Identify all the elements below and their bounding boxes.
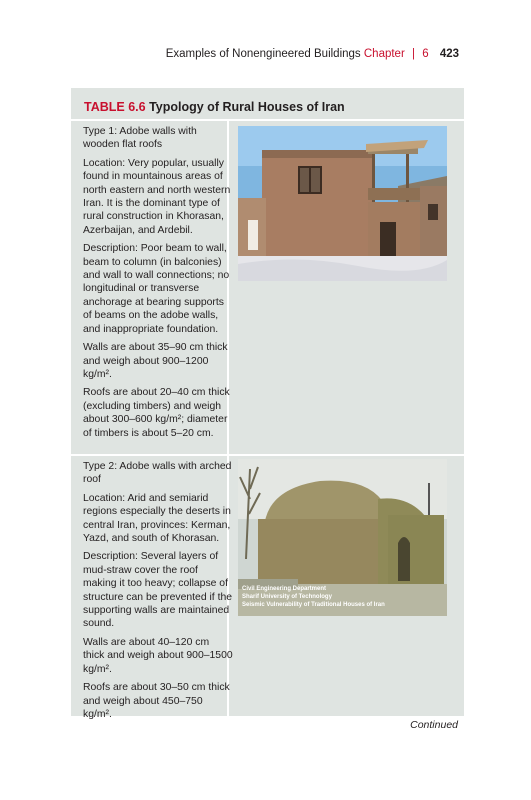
- row1-type: Type 1: Adobe walls with wooden flat roofs: [83, 126, 197, 151]
- table-caption: [84, 100, 345, 114]
- row1-roofs: Roofs are about 20–40 cm thick (excluding timbers) and weigh about 300–600 kg/m²; diameter of timbers is about 5–20 cm.: [83, 387, 230, 439]
- row2-walls: Walls are about 40–120 cm thick and weigh about 900–1500 kg/m².: [83, 636, 233, 675]
- photo-credit-line-3: Seismic Vulnerability of Traditional Houses of Iran: [242, 602, 385, 608]
- page-number: 423: [439, 48, 459, 60]
- row1-description: [83, 125, 233, 445]
- table-label: TABLE 6.6: [84, 100, 146, 114]
- running-head: [166, 48, 459, 60]
- table-title: Typology of Rural Houses of Iran: [149, 100, 345, 114]
- row2-description: [83, 460, 233, 726]
- chapter-number: 6: [422, 48, 429, 60]
- row1-location: Location: Very popular, usually found in mountainous areas of north eastern and north western Iran. It is the dominant type of rural construction in Khorasan, Azerbaijan, and Ardebil.: [83, 157, 231, 236]
- adobe-arched-roof-house-photo: [238, 459, 447, 616]
- row2-location: Location: Arid and semiarid regions especially the deserts in central Iran, provinces: Kerman, Yazd, and south of Khorasan.: [83, 492, 231, 545]
- photo-credit-line-1: Civil Engineering Department: [242, 586, 327, 592]
- running-head-separator: |: [412, 48, 415, 60]
- running-head-title: Examples of Nonengineered Buildings: [165, 48, 361, 60]
- row1-walls: Walls are about 35–90 cm thick and weigh about 900–1200 kg/m².: [83, 342, 228, 380]
- row1-details: Description: Poor beam to wall, beam to column (in balconies) and wall to wall connections; no longitudinal or transverse anchorage at bearing supports of beams on the adobe walls, and inappropriate foundation.: [83, 243, 230, 335]
- chapter-label: Chapter: [363, 48, 405, 60]
- adobe-flat-roof-house-photo: [238, 126, 447, 281]
- table-header-rule: [71, 119, 464, 121]
- row2-roofs: Roofs are about 30–50 cm thick and weigh about 450–750 kg/m².: [83, 682, 230, 720]
- table-row-rule: [71, 454, 464, 456]
- row2-details: Description: Several layers of mud-straw cover the roof making it too heavy; collapse of structure can be prevented if the supporting walls are maintained sound.: [83, 551, 233, 630]
- continued-note: Continued: [410, 719, 458, 731]
- row2-type: Type 2: Adobe walls with arched roof: [83, 461, 232, 486]
- photo-credit-line-2: Sharif University of Technology: [242, 594, 332, 600]
